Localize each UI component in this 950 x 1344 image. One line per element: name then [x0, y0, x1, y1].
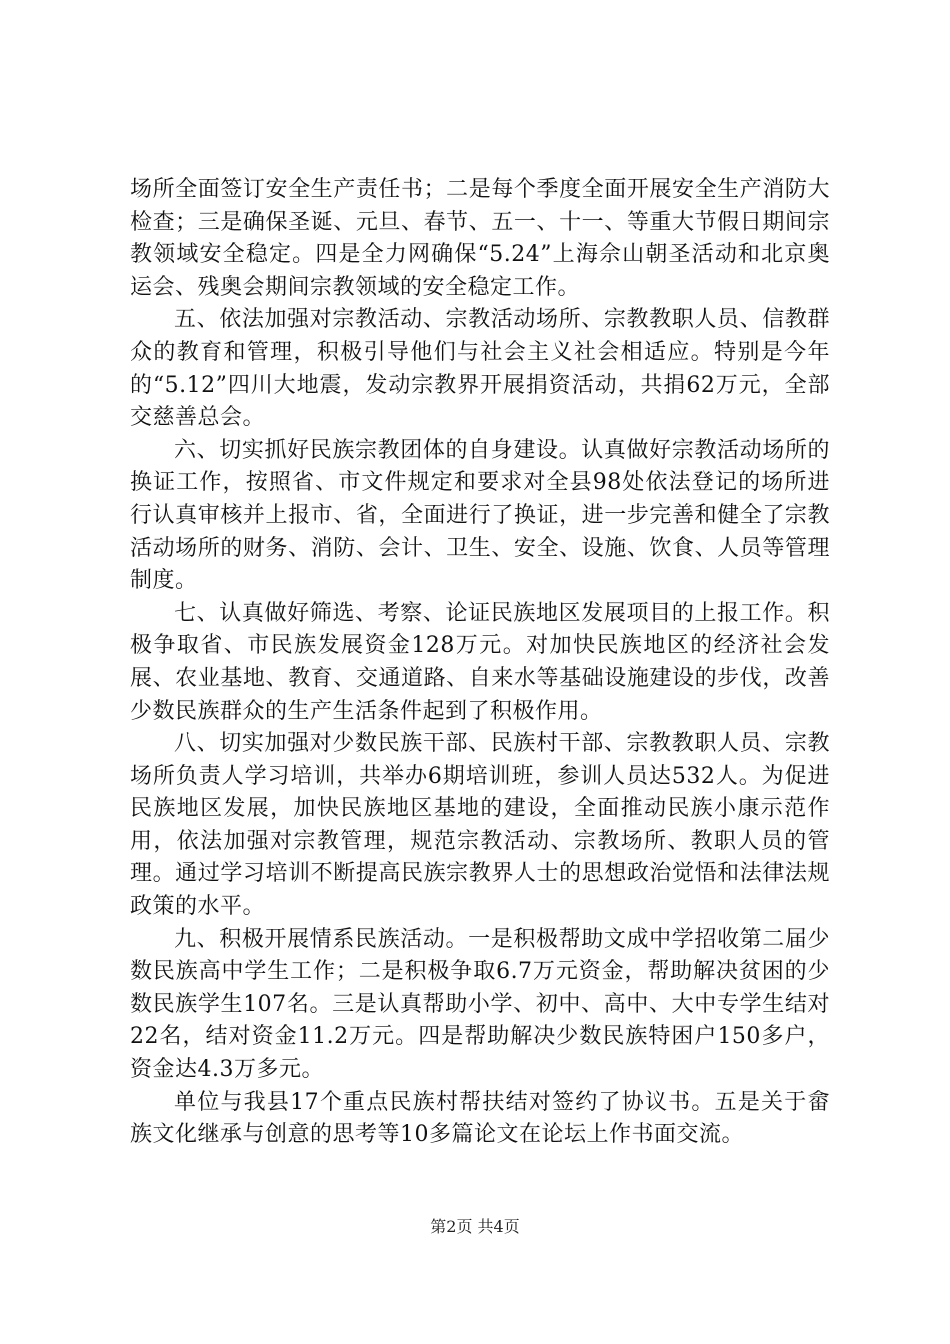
- paragraph-item-6: 六、切实抓好民族宗教团体的自身建设。认真做好宗教活动场所的换证工作，按照省、市文件规定和要求对全县98处依法登记的场所进行认真审核并上报市、省，全面进行了换证，进一步完善和健全了宗教活动场所的财务、消防、会计、卫生、安全、设施、饮食、人员等管理制度。: [130, 437, 830, 594]
- page-footer: [0, 1214, 950, 1237]
- paragraph-item-7: 七、认真做好筛选、考察、论证民族地区发展项目的上报工作。积极争取省、市民族发展资金128万元。对加快民族地区的经济社会发展、农业基地、教育、交通道路、自来水等基础设施建设的步伐，改善少数民族群众的生产生活条件起到了积极作用。: [130, 600, 830, 724]
- paragraph-item-5: 五、依法加强对宗教活动、宗教活动场所、宗教教职人员、信教群众的教育和管理，积极引导他们与社会主义社会相适应。特别是今年的“5.12”四川大地震，发动宗教界开展捐资活动，共捐62万元，全部交慈善总会。: [130, 307, 830, 431]
- paragraph-item-8: 八、切实加强对少数民族干部、民族村干部、宗教教职人员、宗教场所负责人学习培训，共举办6期培训班，参训人员达532人。为促进民族地区发展，加快民族地区基地的建设，全面推动民族小康示范作用，依法加强对宗教管理，规范宗教活动、宗教场所、教职人员的管理。通过学习培训不断提高民族宗教界人士的思想政治觉悟和法律法规政策的水平。: [130, 731, 830, 920]
- page-number: 第2页 共4页: [430, 1217, 520, 1236]
- paragraph-continuation: 场所全面签订安全生产责任书；二是每个季度全面开展安全生产消防大检查；三是确保圣诞、元旦、春节、五一、十一、等重大节假日期间宗教领域安全稳定。四是全力网确保“5.24”上海佘山朝圣活动和北京奥运会、残奥会期间宗教领域的安全稳定工作。: [130, 177, 830, 300]
- paragraph-item-9: 九、积极开展情系民族活动。一是积极帮助文成中学招收第二届少数民族高中学生工作；二是积极争取6.7万元资金，帮助解决贫困的少数民族学生107名。三是认真帮助小学、初中、高中、大中专学生结对22名，结对资金11.2万元。四是帮助解决少数民族特困户150多户，资金达4.3万多元。: [130, 926, 830, 1083]
- paragraph-closing: 单位与我县17个重点民族村帮扶结对签约了协议书。五是关于畲族文化继承与创意的思考等10多篇论文在论坛上作书面交流。: [130, 1089, 830, 1148]
- document-body: [130, 174, 830, 1152]
